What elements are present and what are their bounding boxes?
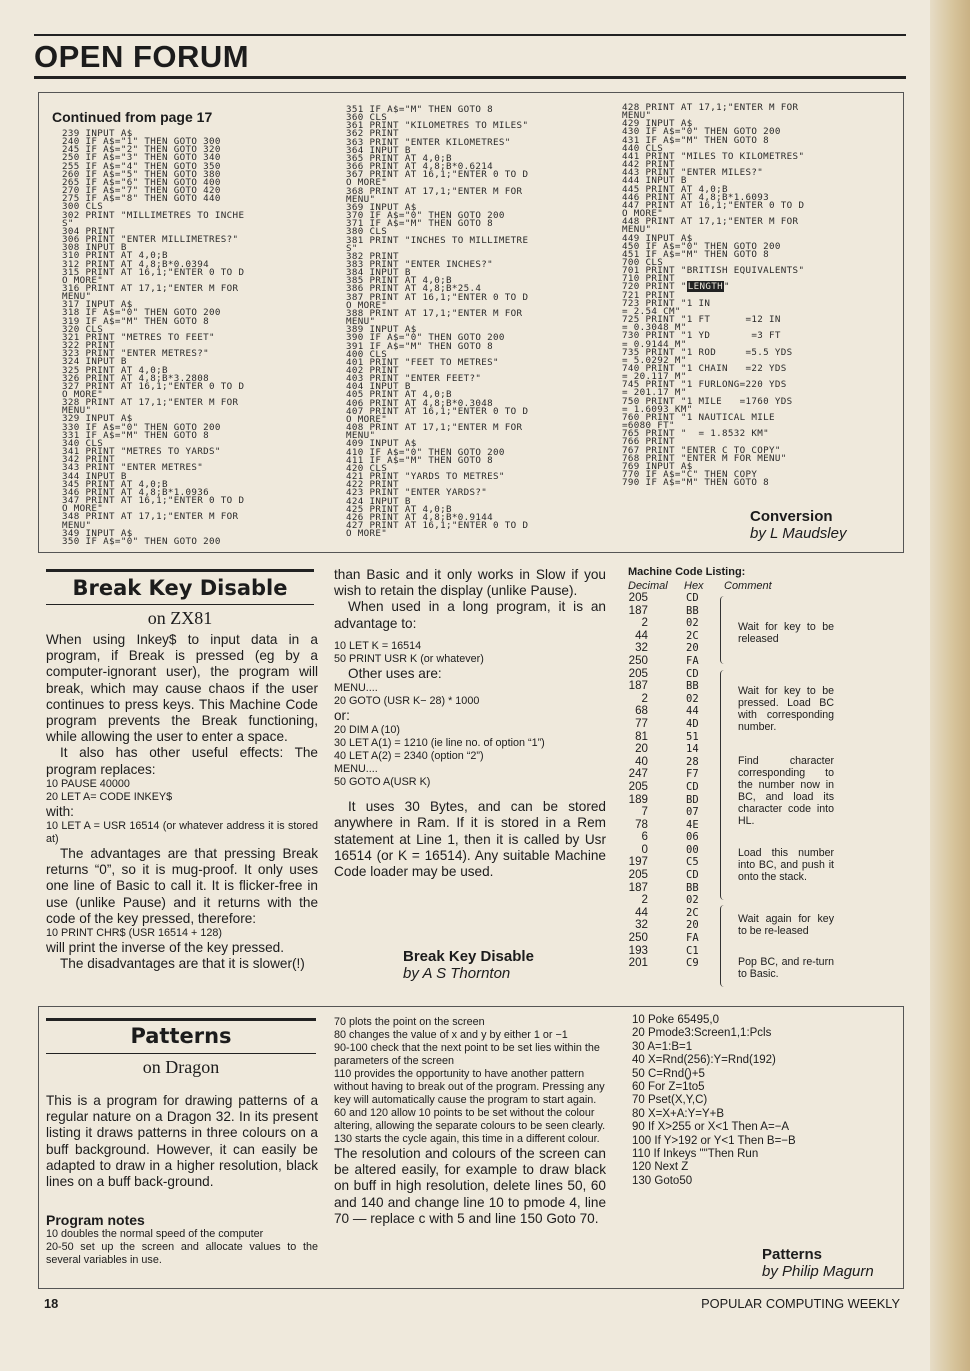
break-key-paragraph: or:	[334, 708, 350, 724]
page-edge	[930, 0, 970, 1371]
listing-line: 100 If Y>192 or Y<1 Then B=−B	[632, 1134, 796, 1147]
break-key-paragraph: with:	[46, 803, 74, 819]
break-key-paragraph: than Basic and it only works in Slow if you wish to retain the display (unlike Pause).	[334, 567, 606, 599]
code-line: 50 PRINT USR K (or whatever)	[334, 652, 484, 665]
mc-comment: Wait for key to be pressed. Load BC with corresponding number.	[738, 685, 834, 733]
mc-hex: 2C	[686, 629, 699, 642]
program-note: 130 starts the cycle again, this time in a different colour.	[334, 1133, 600, 1145]
mc-decimal: 20	[635, 742, 648, 756]
conversion-credit	[750, 508, 846, 542]
mc-hex: 02	[686, 617, 699, 630]
mc-hex: 07	[686, 806, 699, 819]
listing-line: 20 Pmode3:Screen1,1:Pcls	[632, 1027, 772, 1040]
mc-decimal: 201	[628, 956, 648, 970]
mc-hex: C5	[686, 856, 699, 869]
machine-code-column-headers	[628, 580, 838, 592]
mc-row	[628, 894, 838, 907]
col-hex: Hex	[684, 580, 704, 592]
break-key-credit-author: by A S Thornton	[403, 965, 511, 982]
mc-hex: 02	[686, 894, 699, 907]
mc-hex: 4D	[686, 717, 699, 730]
listing-line: 120 Next Z	[632, 1161, 689, 1174]
mc-hex: 02	[686, 692, 699, 705]
mc-row	[628, 882, 838, 895]
code-line: 40 LET A(2) = 2340 (option “2”)	[334, 750, 484, 763]
mc-decimal: 250	[628, 931, 648, 945]
break-key-credit-title: Break Key Disable	[403, 948, 534, 965]
mc-row	[628, 592, 838, 605]
mc-hex: 4E	[686, 818, 699, 831]
code-line: 10 PAUSE 40000	[46, 777, 130, 790]
break-key-paragraph: will print the inverse of the key pressed.	[46, 940, 285, 956]
mc-hex: 14	[686, 743, 699, 756]
mc-decimal: 7	[641, 805, 648, 819]
mc-decimal: 205	[628, 591, 648, 604]
patterns-column-2	[334, 1016, 606, 1227]
code-line: 20 LET A= CODE INKEY$	[46, 790, 173, 803]
mc-decimal: 247	[628, 767, 648, 781]
mc-decimal: 6	[641, 830, 648, 844]
mc-decimal: 78	[635, 817, 648, 831]
mc-hex: F7	[686, 768, 699, 781]
mc-decimal: 81	[635, 729, 648, 743]
col-decimal: Decimal	[628, 580, 668, 592]
program-note: 90-100 check that the next point to be set lies within the parameters of the screen	[334, 1042, 600, 1067]
listing-line: 30 A=1:B=1	[632, 1040, 693, 1053]
listing-line: 130 Goto50	[632, 1174, 693, 1187]
col-comment: Comment	[724, 580, 772, 592]
mc-hex: 20	[686, 642, 699, 655]
mc-decimal: 193	[628, 943, 648, 957]
listing-column-3b: " 721 PRINT 723 PRINT "1 IN = 2.54 CM" 725 PRINT "1 FT =12 IN = 0.3048 M" 730 PRINT "1 YD =3 FT = 0.9144 M" 735 PRINT "1 ROD =5.5 YDS = 5.0292 M" 740 PRINT "1 CHAIN =22 YDS = 20.117 M" 745 PRINT "1 FURLONG=220 YDS = 201.17 M" 750 PRINT "1 MILE =1760 YDS = 1.6093 KM" 760 PRINT "1 NAUTICAL MILE =6080 FT" 765 PRINT " = 1.8532 KM" 766 PRINT 767 PRINT "ENTER C TO COPY" 768 PRINT "ENTER M FOR MENU" 769 INPUT A$ 770 IF A$="C" THEN COPY 790 IF A$="M" THEN GOTO 8	[622, 281, 793, 489]
page-number: 18	[44, 1296, 59, 1311]
code-line: 20 GOTO (USR K− 28) * 1000	[334, 695, 480, 708]
break-key-paragraph: It uses 30 Bytes, and can be stored anywhere in Ram. If it is stored in a Rem statement at Line 1, then it is called by Usr 16514 (or K = 16514). Any suitable Machine Code loader may be used.	[334, 799, 606, 880]
listing-line: 80 X=X+A:Y=Y+B	[632, 1107, 725, 1120]
mc-decimal: 68	[635, 704, 648, 718]
mc-decimal: 0	[641, 842, 648, 856]
mc-hex: CD	[686, 592, 699, 604]
mc-hex: BB	[686, 680, 699, 693]
code-line: 10 LET K = 16514	[334, 639, 422, 652]
break-key-credit	[403, 948, 534, 982]
listing-line: 60 For Z=1to5	[632, 1081, 705, 1094]
header-top-rule	[34, 34, 906, 36]
break-key-paragraph: The disadvantages are that it is slower(!)	[60, 956, 305, 972]
listing-line: 40 X=Rnd(256):Y=Rnd(192)	[632, 1054, 776, 1067]
continued-note: Continued from page 17	[52, 109, 213, 125]
program-note: 10 doubles the normal speed of the computer	[46, 1228, 264, 1241]
patterns-credit-author: by Philip Magurn	[762, 1263, 874, 1280]
mc-decimal: 32	[635, 641, 648, 655]
mc-decimal: 205	[628, 868, 648, 882]
mc-decimal: 32	[635, 918, 648, 932]
mc-decimal: 197	[628, 855, 648, 869]
mc-decimal: 2	[641, 616, 648, 630]
mc-decimal: 205	[628, 666, 648, 680]
mc-hex: CD	[686, 869, 699, 882]
break-key-paragraph: When using Inkey$ to input data in a program, if Break is pressed (eg by a computer-ignorant user), the program will break, which may cause chaos if the user continues to press keys. This Machine Code program prevents the Break functioning, while allowing the user to enter a space.	[46, 632, 318, 745]
break-key-paragraph: Other uses are:	[348, 665, 442, 681]
patterns-top-rule	[46, 1018, 316, 1021]
patterns-subtitle: on Dragon	[142, 1057, 220, 1077]
mc-hex: FA	[686, 654, 699, 667]
mc-hex: 28	[686, 755, 699, 768]
mc-hex: BD	[686, 793, 699, 806]
mc-hex: CD	[686, 667, 699, 680]
mc-decimal: 189	[628, 792, 648, 806]
patterns-title: Patterns	[130, 1024, 232, 1048]
mc-hex: 2C	[686, 906, 699, 919]
break-key-title: Break Key Disable	[72, 576, 288, 600]
mc-hex: CD	[686, 780, 699, 793]
header-rule	[34, 76, 906, 79]
break-key-subtitle: on ZX81	[147, 608, 213, 628]
mc-row	[628, 743, 838, 756]
code-line: MENU....	[334, 682, 378, 695]
listing-column-2: 351 IF A$="M" THEN GOTO 8 360 CLS 361 PRINT "KILOMETRES TO MILES" 362 PRINT 363 PRINT "ENTER KILOMETRES" 364 INPUT B 365 PRINT AT 4,0;B 366 PRINT AT 4,8;B*0.6214 367 PRINT AT 16,1;"ENTER 0 TO D O MORE" 368 PRINT AT 17,1;"ENTER M FOR MENU" 369 INPUT A$ 370 IF A$="0" THEN GOTO 200 371 IF A$="M" THEN GOTO 8 380 CLS 381 PRINT "INCHES TO MILLIMETRE S" 382 PRINT 383 PRINT "ENTER INCHES?" 384 INPUT B 385 PRINT AT 4,0;B 386 PRINT AT 4,8;B*25.4 387 PRINT AT 16,1;"ENTER 0 TO D O MORE" 388 PRINT AT 17,1;"ENTER M FOR MENU" 389 INPUT A$ 390 IF A$="0" THEN GOTO 200 391 IF A$="M" THEN GOTO 8 400 CLS 401 PRINT "FEET TO METRES" 402 PRINT 403 PRINT "ENTER FEET?" 404 INPUT B 405 PRINT AT 4,0;B 406 PRINT AT 4,8;B*0.3048 407 PRINT AT 16,1;"ENTER 0 TO D O MORE" 408 PRINT AT 17,1;"ENTER M FOR MENU" 409 INPUT A$ 410 IF A$="0" THEN GOTO 200 411 IF A$="M" THEN GOTO 8 420 CLS 421 PRINT "YARDS TO METRES" 422 PRINT 423 PRINT "ENTER YARDS?" 424 INPUT B 425 PRINT AT 4,0;B 426 PRINT AT 4,8;B*0.9144 427 PRINT AT 16,1;"ENTER 0 TO D O MORE"	[346, 104, 529, 540]
code-line: MENU....	[334, 763, 378, 776]
mc-decimal: 187	[628, 603, 648, 617]
code-line: 10 LET A = USR 16514 (or whatever address it is stored at)	[46, 820, 318, 846]
mc-hex: 00	[686, 843, 699, 856]
program-notes-heading: Program notes	[46, 1212, 145, 1229]
mc-hex: BB	[686, 604, 699, 617]
listing-column-3	[622, 104, 804, 487]
mc-hex: 06	[686, 831, 699, 844]
patterns-credit	[762, 1246, 874, 1280]
length-inverse-text: LENGTH	[687, 281, 723, 293]
break-key-column-1	[46, 632, 318, 972]
patterns-paragraph: The resolution and colours of the screen can be altered easily, for example to draw black on buff in high resolution, delete lines 50, 60 and 140 and change line 10 to pmode 4, line 70 — replace c with 5 and line 150 Goto 70.	[334, 1146, 606, 1226]
code-line: 30 LET A(1) = 1210 (ie line no. of option “1”)	[334, 737, 545, 750]
mc-decimal: 205	[628, 779, 648, 793]
code-line: 50 GOTO A(USR K)	[334, 776, 431, 789]
mc-decimal: 187	[628, 679, 648, 693]
program-note: 70 plots the point on the screen	[334, 1016, 485, 1028]
break-key-title-rule	[46, 604, 314, 605]
patterns-credit-title: Patterns	[762, 1246, 823, 1263]
section-title: OPEN FORUM	[34, 39, 250, 74]
mc-comment: Wait again for key to be re-leased	[738, 913, 834, 937]
mc-row	[628, 831, 838, 844]
break-key-top-rule	[46, 569, 314, 572]
mc-comment: Find character corresponding to the number now in BC, and load its character code into HL.	[738, 755, 834, 827]
mc-hex: C9	[686, 957, 699, 970]
mc-comment: Pop BC, and re-turn to Basic.	[738, 956, 834, 980]
listing-line: 70 Pset(X,Y,C)	[632, 1094, 708, 1107]
break-key-paragraph: When used in a long program, it is an advantage to:	[334, 599, 606, 631]
brace	[720, 905, 728, 987]
code-line: 20 DIM A (10)	[334, 724, 401, 737]
mc-decimal: 40	[635, 754, 648, 768]
patterns-listing	[632, 1014, 796, 1188]
program-note: 20-50 set up the screen and allocate values to the several variables in use.	[46, 1241, 318, 1267]
patterns-title-rule	[46, 1053, 316, 1054]
listing-column-1: 239 INPUT A$ 240 IF A$="1" THEN GOTO 300 245 IF A$="2" THEN GOTO 320 250 IF A$="3" THEN GOTO 340 255 IF A$="4" THEN GOTO 350 260 IF A$="5" THEN GOTO 380 265 IF A$="6" THEN GOTO 400 270 IF A$="7" THEN GOTO 420 275 IF A$="8" THEN GOTO 440 300 CLS 302 PRINT "MILLIMETRES TO INCHE S" 304 PRINT 306 PRINT "ENTER MILLIMETRES?" 308 INPUT B 310 PRINT AT 4,0;B 312 PRINT AT 4,8;B*0.0394 315 PRINT AT 16,1;"ENTER 0 TO D O MORE" 316 PRINT AT 17,1;"ENTER M FOR MENU" 317 INPUT A$ 318 IF A$="0" THEN GOTO 200 319 IF A$="M" THEN GOTO 8 320 CLS 321 PRINT "METRES TO FEET" 322 PRINT 323 PRINT "ENTER METRES?" 324 INPUT B 325 PRINT AT 4,0;B 326 PRINT AT 4,8;B*3.2808 327 PRINT AT 16,1;"ENTER 0 TO D O MORE" 328 PRINT AT 17,1;"ENTER M FOR MENU" 329 INPUT A$ 330 IF A$="0" THEN GOTO 200 331 IF A$="M" THEN GOTO 8 340 CLS 341 PRINT "METRES TO YARDS" 342 PRINT 343 PRINT "ENTER METRES" 344 INPUT B 345 PRINT AT 4,0;B 346 PRINT AT 4,8;B*1.0936 347 PRINT AT 16,1;"ENTER 0 TO D O MORE" 348 PRINT AT 17,1;"ENTER M FOR MENU" 349 INPUT A$ 350 IF A$="0" THEN GOTO 200	[62, 128, 245, 547]
mc-row	[628, 605, 838, 618]
brace	[720, 596, 728, 664]
program-note: 80 changes the value of x and y by either 1 or −1	[334, 1029, 568, 1041]
page-header	[34, 34, 906, 79]
page-footer	[44, 1296, 900, 1311]
listing-column-3a: 428 PRINT AT 17,1;"ENTER M FOR MENU" 429 INPUT A$ 430 IF A$="0" THEN GOTO 200 431 IF A$="M" THEN GOTO 8 440 CLS 441 PRINT "MILES TO KILOMETRES" 442 PRINT 443 PRINT "ENTER MILES?" 444 INPUT B 445 PRINT AT 4,0;B 446 PRINT AT 4,8;B*1.6093 447 PRINT AT 16,1;"ENTER 0 TO D O MORE" 448 PRINT AT 17,1;"ENTER M FOR MENU" 449 INPUT A$ 450 IF A$="0" THEN GOTO 200 451 IF A$="M" THEN GOTO 8 700 CLS 701 PRINT "BRITISH EQUIVALENTS" 710 PRINT 720 PRINT "	[622, 102, 805, 293]
mc-row	[628, 668, 838, 681]
mc-hex: 20	[686, 919, 699, 932]
mc-decimal: 44	[635, 905, 648, 919]
patterns-paragraph: This is a program for drawing patterns of a regular nature on a Dragon 32. In its present listing it draws patterns in three colours on a buff background. However, it can easily be adapted to draw in a higher resolution, black lines on a buff back-ground.	[46, 1093, 318, 1190]
mc-decimal: 187	[628, 880, 648, 894]
mc-hex: FA	[686, 932, 699, 945]
mc-decimal: 77	[635, 716, 648, 730]
listing-line: 10 Poke 65495,0	[632, 1014, 719, 1026]
mc-comment: Wait for key to be released	[738, 621, 834, 645]
conversion-credit-title: Conversion	[750, 508, 833, 525]
program-note: 110 provides the opportunity to have another pattern without having to break out of the program. Pressing any key will automatically cause the program to start again.	[334, 1068, 605, 1106]
machine-code-heading: Machine Code Listing:	[628, 566, 746, 578]
mc-decimal: 2	[641, 893, 648, 907]
mc-hex: C1	[686, 944, 699, 957]
listing-line: 90 If X>255 or X<1 Then A=−A	[632, 1121, 790, 1134]
break-key-paragraph: It also has other useful effects: The program replaces:	[46, 745, 318, 777]
break-key-column-2	[334, 567, 606, 880]
mc-decimal: 250	[628, 653, 648, 667]
mc-row	[628, 655, 838, 668]
listing-line: 110 If Inkeys ""Then Run	[632, 1148, 759, 1161]
mc-hex: 51	[686, 730, 699, 743]
brace	[720, 670, 728, 900]
break-key-paragraph: The advantages are that pressing Break returns “0”, so it is mug-proof. It only uses one line of Basic to call it. It is flicker-free in use (unlike Pause) and it returns with the code of the key pressed, therefore:	[46, 846, 318, 926]
mc-decimal: 2	[641, 691, 648, 705]
program-note: 60 and 120 allow 10 points to be set without the colour altering, allowing the separate colours to be seen clearly.	[334, 1107, 606, 1132]
patterns-column-1	[46, 1093, 318, 1267]
listing-line: 50 C=Rnd(̩)+5	[632, 1067, 705, 1080]
mc-hex: 44	[686, 705, 699, 718]
publication-name: POPULAR COMPUTING WEEKLY	[701, 1296, 900, 1311]
mc-comment: Load this number into BC, and push it onto the stack.	[738, 847, 834, 883]
code-line: 10 PRINT CHR$ (USR 16514 + 128)	[46, 927, 222, 940]
mc-hex: BB	[686, 881, 699, 894]
conversion-credit-author: by L Maudsley	[750, 525, 847, 542]
mc-decimal: 44	[635, 628, 648, 642]
